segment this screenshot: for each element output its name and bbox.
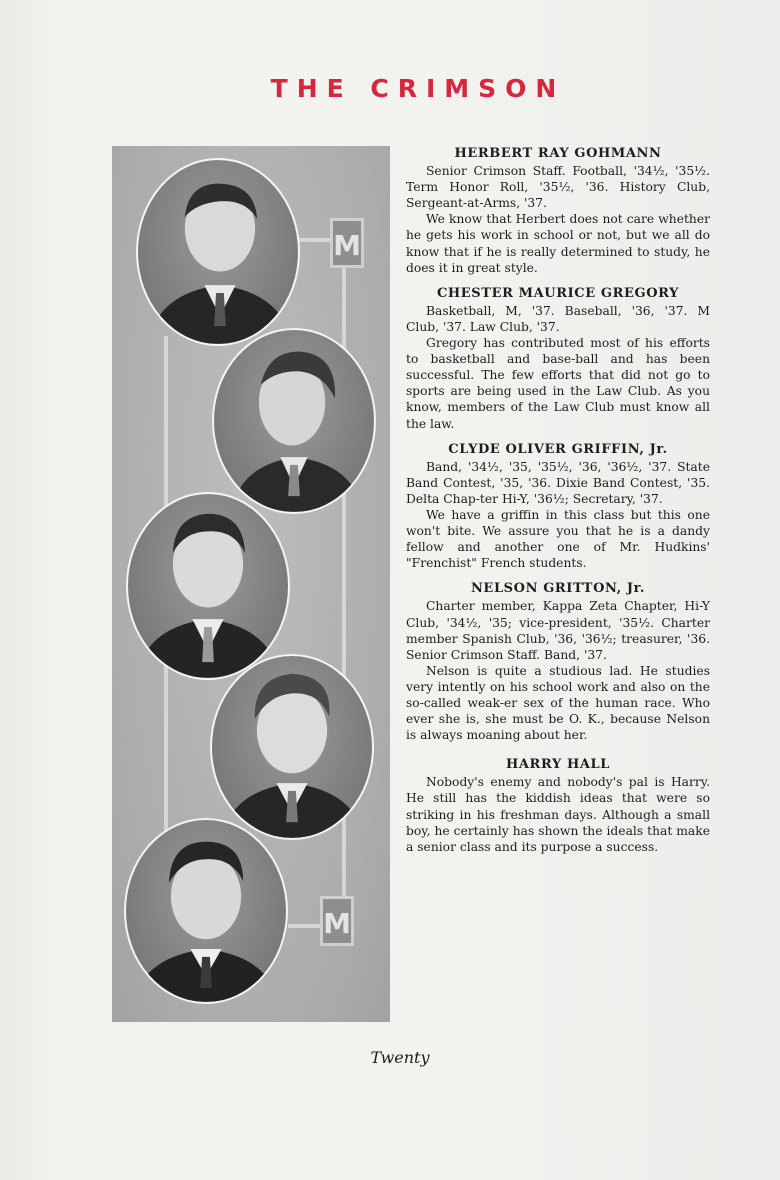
student-entry: [406, 757, 710, 855]
portrait-figure-icon: [128, 494, 288, 678]
portrait-clyde-griffin: [126, 492, 290, 680]
student-activities: Senior Crimson Staff. Football, '34½, '35½. Term Honor Roll, '35½, '36. History Club, Sergeant-at-Arms, '37.: [406, 164, 710, 211]
student-name: CLYDE OLIVER GRIFFIN, Jr.: [448, 441, 668, 457]
portrait-figure-icon: [138, 160, 298, 344]
student-activities: Band, '34½, '35, '35½, '36, '36½, '37. State Band Contest, '35, '36. Dixie Band Contest, '35. Delta Chap-ter Hi-Y, '36½; Secretary, '37.: [406, 459, 710, 506]
photo-panel: [112, 146, 390, 1022]
student-name: CHESTER MAURICE GREGORY: [436, 285, 680, 301]
student-bio: Nobody's enemy and nobody's pal is Harry. He still has the kiddish ideas that were so striking in his freshman days. Although a small boy, he certainly has shown the ideals that make a senior class and its purpose a success.: [406, 775, 710, 854]
m-badge-bottom: M: [320, 896, 354, 946]
student-name: HARRY HALL: [505, 757, 611, 773]
m-badge-top: M: [330, 218, 364, 268]
decorative-line: [298, 238, 330, 242]
portrait-figure-icon: [126, 820, 286, 1002]
student-name: HERBERT RAY GOHMANN: [454, 146, 662, 161]
student-entry: [406, 286, 710, 432]
student-name: NELSON GRITTON, Jr.: [470, 581, 646, 597]
student-bio: We know that Herbert does not care whether he gets his work in school or not, but we all do know that if he is really determined to study, he does it in great style.: [406, 212, 710, 275]
student-entry: [406, 581, 710, 743]
biography-column: [406, 146, 710, 865]
portrait-figure-icon: [212, 656, 372, 838]
student-bio: We have a griffin in this class but this one won't bite. We assure you that he is a dandy fellow and another one of Mr. Hudkins' "Frenchist" French students.: [406, 507, 710, 571]
student-activities: Charter member, Kappa Zeta Chapter, Hi-Y Club, '34½, '35; vice-president, '35½. Charter member Spanish Club, '36, '36½; treasurer, '36. Senior Crimson Staff. Band, '37.: [406, 599, 710, 662]
portrait-herbert-gohmann: [136, 158, 300, 346]
student-bio: Nelson is quite a studious lad. He studies very intently on his school work and also on the so-called weak-er sex of the human race. Who ever she is, she must be O. K., because Nelson is always moaning about her.: [406, 663, 710, 743]
student-bio: Gregory has contributed most of his efforts to basketball and base-ball and has been successful. The few efforts that did not go to sports are being used in the Law Club. As you know, members of the Law Club must know all the law.: [406, 336, 710, 431]
portrait-nelson-gritton: [210, 654, 374, 840]
student-entry: [406, 442, 710, 572]
portrait-figure-icon: [214, 330, 374, 512]
student-activities: Basketball, M, '37. Baseball, '36, '37. M Club, '37. Law Club, '37.: [406, 303, 710, 334]
page-number: Twenty: [370, 1048, 430, 1067]
student-entry: [406, 146, 710, 276]
portrait-harry-hall: [124, 818, 288, 1004]
portrait-chester-gregory: [212, 328, 376, 514]
page-title: THE CRIMSON: [270, 74, 566, 103]
